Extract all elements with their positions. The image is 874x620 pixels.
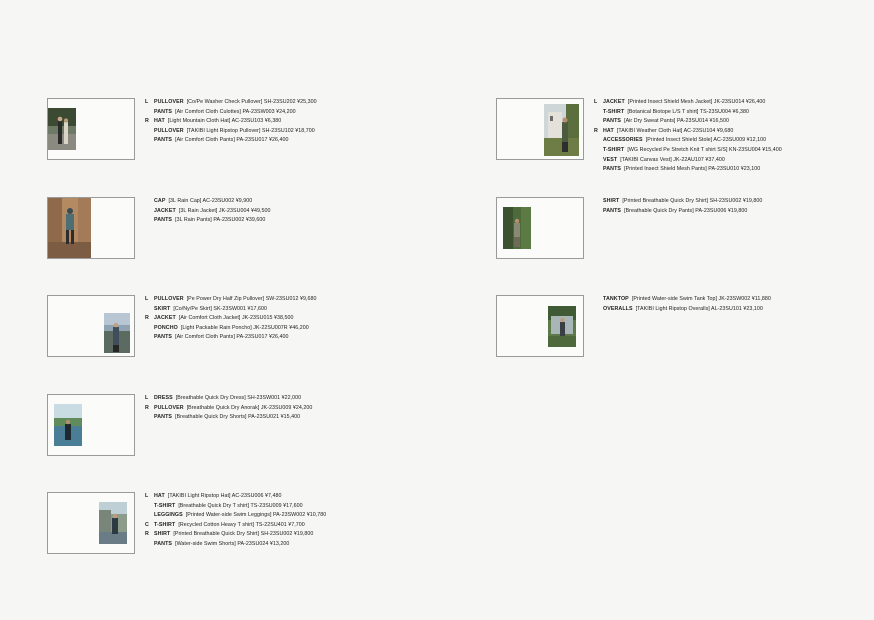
position-marker: R	[145, 315, 149, 322]
item-category: PANTS	[154, 108, 173, 115]
item-description: [Printed Water-side Swim Tank Top] JK-23SW002 ¥11,880	[631, 296, 771, 302]
item-line	[594, 108, 782, 118]
item-line	[594, 98, 782, 108]
look-photo[interactable]	[48, 108, 76, 150]
item-line	[145, 521, 326, 531]
position-marker: L	[145, 493, 149, 499]
look-photo[interactable]	[99, 502, 127, 544]
item-line	[145, 117, 317, 127]
item-description: [TAKIBI Light Ripstop Overalls] AL-23SU101 ¥23,100	[635, 305, 763, 312]
item-category: JACKET	[154, 315, 176, 322]
item-line	[145, 394, 312, 404]
position-marker: R	[594, 127, 598, 134]
position-marker: R	[145, 118, 149, 125]
item-description: [Recycled Cotton Heavy T shirt] TS-22SU401 ¥7,700	[178, 521, 305, 528]
item-category: HAT	[603, 127, 614, 134]
item-category: LEGGINGS	[154, 512, 183, 519]
item-list	[594, 295, 771, 314]
position-marker: L	[594, 99, 598, 105]
item-category: T-SHIRT	[154, 502, 176, 509]
item-category: PANTS	[154, 414, 173, 421]
item-category: T-SHIRT	[154, 521, 176, 528]
item-category: T-SHIRT	[603, 146, 625, 153]
item-line	[594, 156, 782, 166]
item-description: [Water-side Swim Shorts] PA-23SU024 ¥13,200	[175, 540, 290, 547]
item-list	[145, 98, 317, 146]
item-category: JACKET	[603, 99, 625, 105]
item-description: [Printed Breathable Quick Dry Shirt] SH-23SU002 ¥19,800	[173, 531, 314, 538]
item-category: PANTS	[603, 118, 622, 125]
item-category: SKIRT	[154, 305, 171, 312]
item-line	[145, 404, 312, 414]
item-description: [Light Mountain Cloth Hat] AC-23SU103 ¥6,380	[167, 118, 282, 125]
item-line	[594, 136, 782, 146]
look-photo[interactable]	[548, 306, 576, 347]
item-line	[594, 295, 771, 305]
item-category: JACKET	[154, 207, 176, 214]
item-list	[145, 295, 317, 343]
item-line	[145, 492, 326, 502]
item-category: HAT	[154, 493, 165, 499]
item-line	[594, 197, 762, 207]
item-line	[145, 108, 317, 118]
item-line	[145, 511, 326, 521]
item-description: [Breathable Quick Dry Pants] PA-23SU006 ¥19,800	[624, 207, 748, 214]
item-description: [Printed Breathable Quick Dry Shirt] SH-23SU002 ¥19,800	[622, 198, 763, 204]
item-description: [Printed Water-side Swim Leggings] PA-23SW002 ¥10,780	[185, 512, 327, 519]
item-list	[594, 98, 782, 175]
item-description: [Air Dry Sweat Pants] PA-23SU014 ¥16,500	[624, 118, 730, 125]
position-marker: R	[145, 404, 149, 411]
item-description: [WG Recycled Pe Stretch Knit T shirt S/S] KN-23SU004 ¥15,400	[627, 146, 782, 153]
item-category: DRESS	[154, 395, 173, 401]
item-line	[145, 127, 317, 137]
item-line	[594, 127, 782, 137]
item-line	[145, 324, 317, 334]
item-description: [Breathable Quick Dry Shorts] PA-23SU021 ¥15,400	[175, 414, 301, 421]
look-photo[interactable]	[48, 198, 91, 258]
item-description: [Co/Ny/Pe Skirt] SK-23SW001 ¥17,600	[173, 305, 267, 312]
item-description: [TAKIBI Light Ripstop Pullover] SH-23SU102 ¥18,700	[186, 127, 315, 134]
item-line	[594, 117, 782, 127]
item-category: PANTS	[154, 540, 173, 547]
item-description: [3L Rain Pants] PA-23SU002 ¥39,600	[175, 217, 266, 224]
item-line	[145, 530, 326, 540]
item-category: PANTS	[154, 137, 173, 144]
item-line	[145, 333, 317, 343]
item-line	[145, 413, 312, 423]
item-category: PULLOVER	[154, 127, 184, 134]
position-marker: C	[145, 521, 149, 528]
item-category: PANTS	[603, 207, 622, 214]
item-category: VEST	[603, 156, 618, 163]
item-category: HAT	[154, 118, 165, 125]
item-description: [Breathable Quick Dry T shirt] TS-23SU009 ¥17,600	[178, 502, 303, 509]
item-description: [TAKIBI Weather Cloth Hat] AC-23SU104 ¥9,680	[616, 127, 734, 134]
item-line	[594, 165, 782, 175]
item-line	[145, 197, 270, 207]
item-description: [Light Packable Rain Poncho] JK-22SU007R ¥46,200	[180, 324, 309, 331]
item-line	[145, 136, 317, 146]
item-line	[594, 146, 782, 156]
item-category: PULLOVER	[154, 99, 184, 105]
item-category: SHIRT	[603, 198, 620, 204]
item-category: ACCESSORIES	[603, 137, 643, 144]
item-description: [Printed Insect Shield Mesh Pants] PA-23SU010 ¥23,100	[624, 166, 761, 173]
item-line	[145, 540, 326, 550]
item-category: PANTS	[154, 217, 173, 224]
item-description: [Air Comfort Cloth Culottes] PA-23SW003 ¥24,200	[175, 108, 296, 115]
item-category: T-SHIRT	[603, 108, 625, 115]
item-description: [3L Rain Jacket] JK-23SU004 ¥49,500	[178, 207, 271, 214]
item-list	[145, 197, 270, 226]
position-marker: L	[145, 296, 149, 302]
item-description: [Botanical Biotope L/S T shirt] TS-23SU004 ¥6,380	[627, 108, 750, 115]
position-marker: L	[145, 99, 149, 105]
item-category: TANKTOP	[603, 296, 629, 302]
item-description: [TAKIBI Canvas Vest] JK-22AU107 ¥37,400	[620, 156, 725, 163]
item-category: PANTS	[154, 334, 173, 341]
item-line	[594, 305, 771, 315]
item-description: [Air Comfort Cloth Jacket] JK-23SU015 ¥38,500	[178, 315, 294, 322]
item-category: CAP	[154, 198, 166, 204]
item-list	[145, 394, 312, 423]
item-description: [Breathable Quick Dry Anorak] JK-23SU009 ¥24,200	[186, 404, 313, 411]
position-marker: R	[145, 531, 149, 538]
item-line	[145, 305, 317, 315]
item-line	[145, 216, 270, 226]
item-description: [Pe Power Dry Half Zip Pullover] SW-23SU012 ¥9,680	[186, 296, 317, 302]
item-description: [TAKIBI Light Ripstop Hat] AC-23SU006 ¥7,480	[167, 493, 282, 499]
item-category: PANTS	[603, 166, 622, 173]
item-line	[145, 295, 317, 305]
item-line	[145, 314, 317, 324]
item-line	[145, 502, 326, 512]
item-description: [3L Rain Cap] AC-23SU002 ¥9,900	[168, 198, 253, 204]
look-photo[interactable]	[544, 104, 579, 156]
look-photo[interactable]	[104, 313, 130, 353]
item-category: PULLOVER	[154, 404, 184, 411]
item-category: PONCHO	[154, 324, 178, 331]
item-line	[594, 207, 762, 217]
position-marker: L	[145, 395, 149, 401]
item-description: [Air Comfort Cloth Pants] PA-23SU017 ¥26,400	[175, 334, 289, 341]
item-description: [Printed Insect Shield Mesh Jacket] JK-23SU014 ¥26,400	[627, 99, 766, 105]
item-list	[594, 197, 762, 216]
item-line	[145, 207, 270, 217]
item-category: PULLOVER	[154, 296, 184, 302]
item-list	[145, 492, 326, 550]
item-description: [Co/Pe Washer Check Pullover] SH-23SU202 ¥25,300	[186, 99, 317, 105]
item-category: OVERALLS	[603, 305, 633, 312]
item-description: [Printed Insect Shield Stole] AC-23SU009 ¥12,100	[645, 137, 767, 144]
look-photo[interactable]	[503, 207, 531, 249]
item-description: [Breathable Quick Dry Dress] SH-23SW001 ¥22,000	[175, 395, 302, 401]
item-line	[145, 98, 317, 108]
item-category: SHIRT	[154, 531, 171, 538]
look-photo[interactable]	[54, 404, 82, 446]
item-description: [Air Comfort Cloth Pants] PA-23SU017 ¥26,400	[175, 137, 289, 144]
